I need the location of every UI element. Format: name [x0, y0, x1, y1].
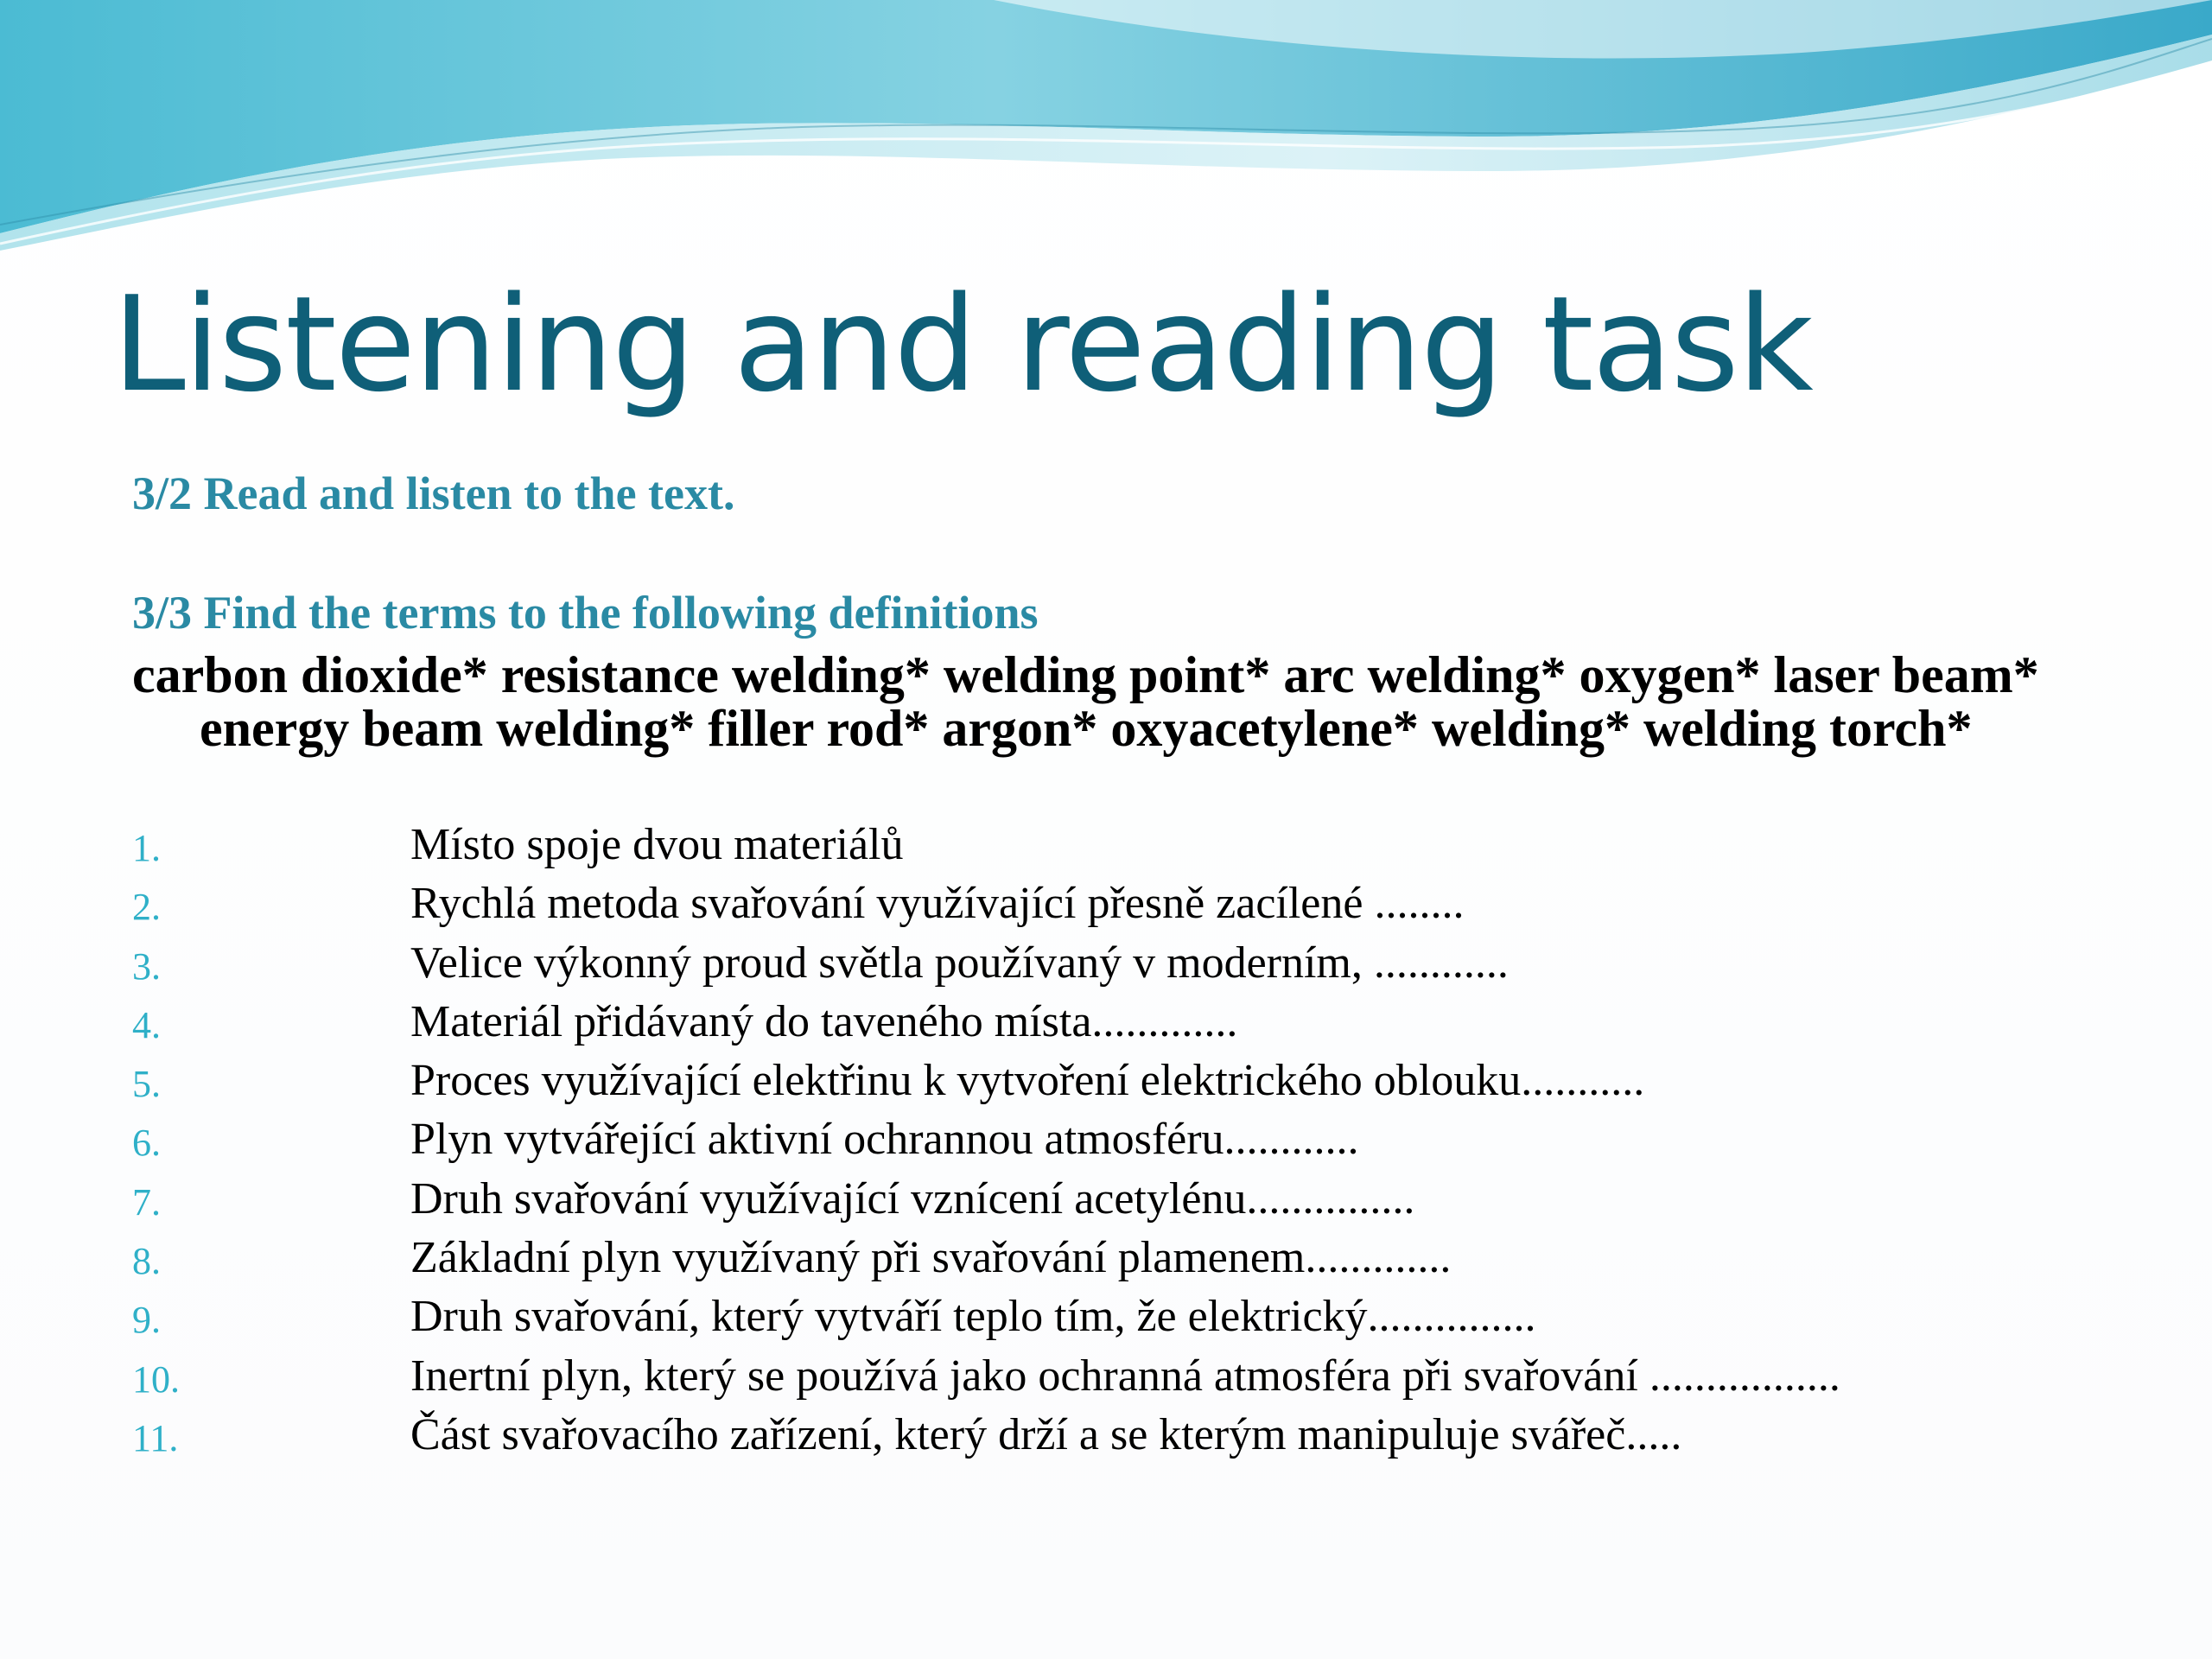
definition-text: Druh svařování, který vytváří teplo tím, že elektrický...............: [410, 1292, 1536, 1342]
definition-number: 2.: [132, 886, 161, 929]
definition-number: 10.: [132, 1357, 180, 1401]
definition-text: Druh svařování využívající vznícení acetylénu...............: [410, 1173, 1415, 1224]
decorative-wave-header: [0, 0, 2212, 259]
instruction-find-terms: 3/3 Find the terms to the following definitions: [132, 587, 1039, 639]
definition-text: Proces využívající elektřinu k vytvoření elektrického oblouku...........: [410, 1056, 1645, 1106]
definition-text: Místo spoje dvou materiálů: [410, 820, 904, 869]
definition-number: 5.: [132, 1063, 161, 1106]
definition-text: Materiál přidávaný do taveného místa.............: [410, 996, 1238, 1046]
definition-number: 8.: [132, 1240, 161, 1283]
slide-title: Listening and reading task: [112, 268, 1812, 421]
definition-text: Plyn vytvářející aktivní ochrannou atmosféru............: [410, 1115, 1359, 1165]
definition-text: Část svařovacího zařízení, který drží a se kterým manipuluje svářeč.....: [410, 1409, 1682, 1459]
definition-number: 4.: [132, 1003, 161, 1046]
definition-number: 11.: [132, 1416, 179, 1459]
definition-number: 6.: [132, 1122, 161, 1165]
definition-number: 3.: [132, 944, 161, 988]
terms-word-bank: carbon dioxide* resistance welding* welding point* arc welding* oxygen* laser beam* energy beam welding* filler rod* argon* oxyacetylene* welding* welding torch*: [132, 646, 2039, 757]
definition-number: 9.: [132, 1299, 161, 1342]
definition-text: Inertní plyn, který se používá jako ochranná atmosféra při svařování .................: [410, 1351, 1840, 1401]
definition-text: Rychlá metoda svařování využívající přesně zacílené ........: [410, 879, 1465, 929]
definition-text: Základní plyn využívaný při svařování plamenem.............: [410, 1233, 1452, 1283]
definition-number: 1.: [132, 827, 161, 869]
definition-text: Velice výkonný proud světla používaný v moderním, ............: [410, 938, 1509, 988]
instruction-read-listen: 3/2 Read and listen to the text.: [132, 467, 735, 519]
definition-number: 7.: [132, 1180, 161, 1224]
